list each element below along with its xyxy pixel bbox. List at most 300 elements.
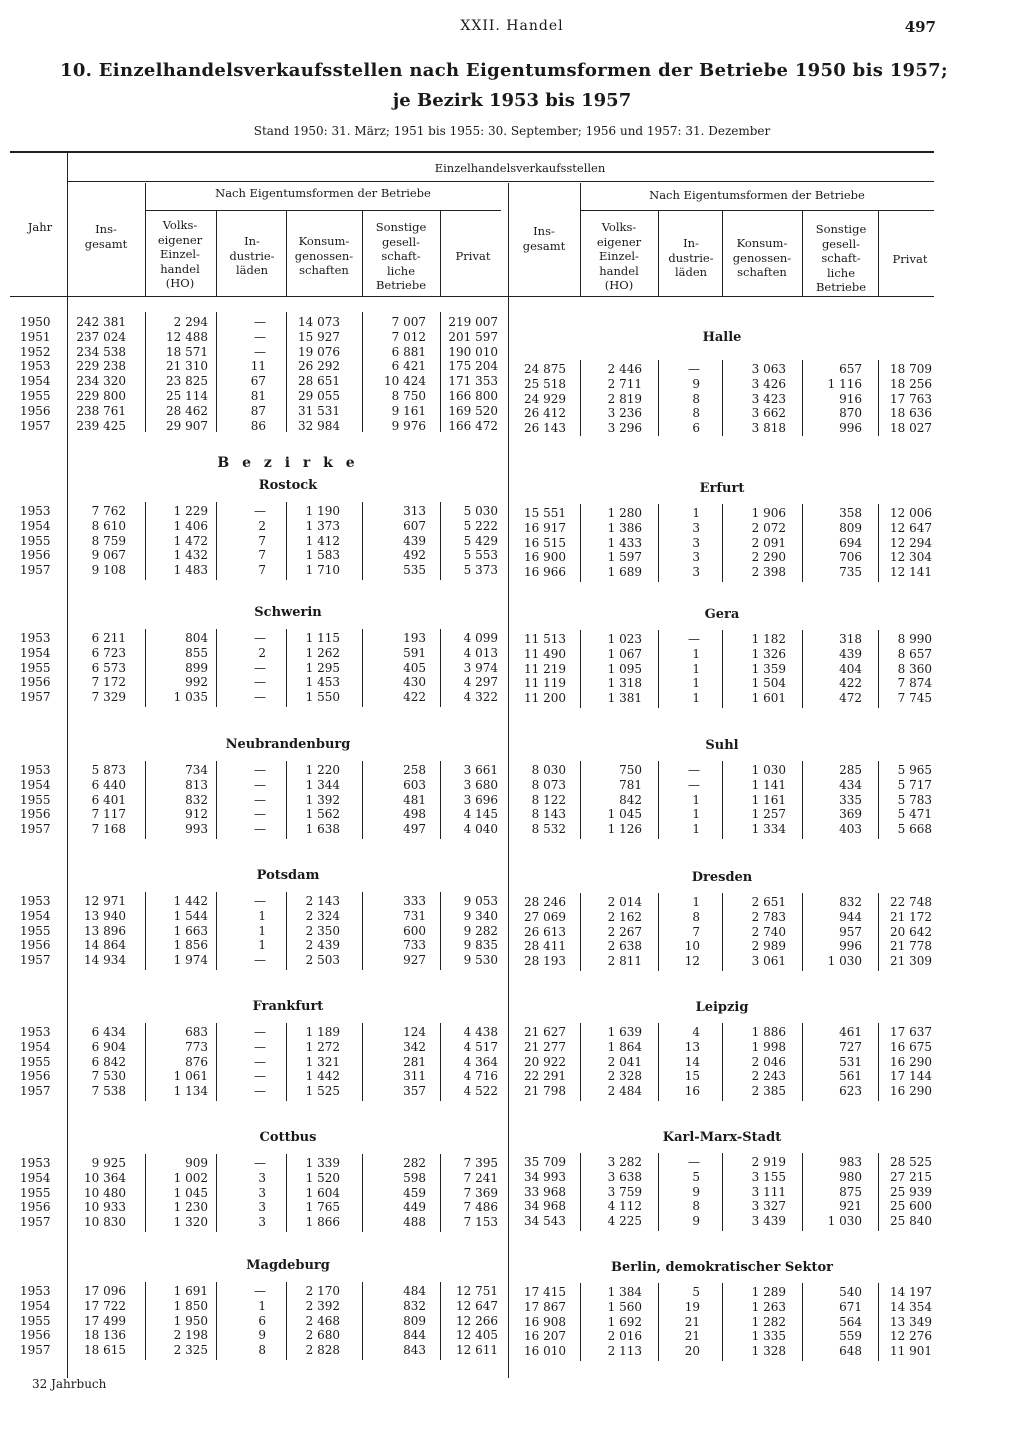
value-cell: 190 010 xyxy=(448,344,498,359)
value-cell: 1 601 xyxy=(751,691,786,706)
value-cell: 18 709 xyxy=(890,362,932,376)
value-cell: 7 012 xyxy=(391,329,426,344)
value-cell: 11 513 xyxy=(524,632,566,646)
value-cell: — xyxy=(254,777,266,792)
value-cell: 3 661 xyxy=(463,763,498,777)
value-cell: 8 xyxy=(692,1199,700,1214)
right-region-row xyxy=(0,925,1024,939)
value-cell: 1 691 xyxy=(173,1284,208,1298)
value-cell: 12 266 xyxy=(456,1313,498,1328)
right-region-row xyxy=(0,1199,1024,1213)
value-cell: 12 405 xyxy=(456,1328,498,1343)
value-cell: 10 424 xyxy=(384,374,426,389)
value-cell: 996 xyxy=(839,939,862,954)
value-cell: 28 246 xyxy=(524,895,566,909)
total-row xyxy=(0,315,1024,329)
right-region4-vline2 xyxy=(722,1023,723,1101)
year-cell: 1955 xyxy=(20,389,51,403)
halle-vline2 xyxy=(722,360,723,436)
value-cell: 311 xyxy=(403,1069,426,1084)
halle-row xyxy=(0,418,1024,436)
halle-row xyxy=(0,403,1024,421)
value-cell: 1 639 xyxy=(607,1025,642,1039)
right-region-row xyxy=(0,518,1024,535)
region-title-left: Frankfurt xyxy=(252,999,324,1014)
right-region3-vline0 xyxy=(580,893,581,971)
value-cell: 1 550 xyxy=(305,690,340,705)
value-cell: 3 111 xyxy=(751,1184,786,1199)
year-cell: 1953 xyxy=(20,1156,51,1170)
year-cell: 1954 xyxy=(20,777,51,792)
year-cell: 1950 xyxy=(20,315,51,329)
header-group-right: Nach Eigentumsformen der Betriebe xyxy=(649,188,865,202)
year-cell: 1954 xyxy=(20,908,51,923)
right-region-row xyxy=(0,1170,1024,1184)
region-title-left: Neubrandenburg xyxy=(225,737,351,752)
value-cell: 34 993 xyxy=(524,1169,566,1184)
value-cell: 1 604 xyxy=(305,1185,340,1200)
value-cell: 1 289 xyxy=(751,1285,786,1299)
header-vline-r4 xyxy=(878,210,879,296)
halle-vline0 xyxy=(580,360,581,436)
right-region-row xyxy=(0,676,1024,690)
right-region-row xyxy=(0,1315,1024,1329)
value-cell: 1 472 xyxy=(173,533,208,548)
value-cell: 20 xyxy=(684,1344,700,1359)
value-cell: 1 182 xyxy=(751,632,786,646)
value-cell: 12 294 xyxy=(890,535,932,550)
value-cell: 81 xyxy=(250,389,266,403)
value-cell: 10 830 xyxy=(84,1215,126,1230)
value-cell: 26 143 xyxy=(524,421,566,436)
value-cell: 1 432 xyxy=(173,548,208,563)
value-cell: 1 638 xyxy=(305,822,340,837)
value-cell: 17 867 xyxy=(524,1299,566,1314)
value-cell: 498 xyxy=(403,807,426,822)
value-cell: 2 041 xyxy=(607,1054,642,1069)
header-vline-l0 xyxy=(145,183,146,296)
value-cell: 813 xyxy=(185,777,208,792)
header-konsum-right: Konsum- genossen- schaften xyxy=(732,236,792,279)
region-title-right: Berlin, demokratischer Sektor xyxy=(610,1260,834,1275)
right-region2-vline4 xyxy=(878,761,879,839)
value-cell: 1 282 xyxy=(751,1314,786,1329)
year-cell: 1953 xyxy=(20,763,51,777)
value-cell: 1 856 xyxy=(173,938,208,953)
header-ho-left: Volks- eigener Einzel- handel (HO) xyxy=(157,218,203,290)
right-region3-vline4 xyxy=(878,893,879,971)
value-cell: 3 759 xyxy=(607,1184,642,1199)
right-region1-vline4 xyxy=(878,630,879,708)
value-cell: 1 453 xyxy=(305,675,340,690)
value-cell: 843 xyxy=(403,1343,426,1358)
value-cell: — xyxy=(254,329,266,344)
value-cell: 17 763 xyxy=(890,391,932,406)
value-cell: 13 896 xyxy=(84,923,126,938)
header-vline-r3 xyxy=(802,210,803,296)
value-cell: 4 716 xyxy=(463,1069,498,1084)
value-cell: — xyxy=(254,504,266,518)
value-cell: 2 091 xyxy=(751,535,786,550)
value-cell: 193 xyxy=(403,631,426,645)
value-cell: 27 069 xyxy=(524,909,566,924)
value-cell: 15 551 xyxy=(524,506,566,520)
value-cell: 12 276 xyxy=(890,1329,932,1344)
value-cell: — xyxy=(254,631,266,645)
header-vline-l2 xyxy=(286,210,287,296)
value-cell: 1 229 xyxy=(173,504,208,518)
value-cell: 1 433 xyxy=(607,535,642,550)
value-cell: 591 xyxy=(403,645,426,660)
value-cell: 6 573 xyxy=(91,660,126,675)
value-cell: 21 798 xyxy=(524,1084,566,1099)
value-cell: 12 611 xyxy=(456,1343,498,1358)
value-cell: — xyxy=(254,1039,266,1054)
value-cell: 3 xyxy=(692,535,700,550)
right-region-row xyxy=(0,662,1024,676)
year-cell: 1955 xyxy=(20,1313,51,1328)
value-cell: 4 297 xyxy=(463,675,498,690)
value-cell: 2 113 xyxy=(607,1344,642,1359)
value-cell: 1 406 xyxy=(173,518,208,533)
value-cell: 5 873 xyxy=(91,763,126,777)
year-cell: 1956 xyxy=(20,1200,51,1215)
value-cell: 10 364 xyxy=(84,1170,126,1185)
value-cell: 7 538 xyxy=(91,1084,126,1099)
value-cell: 18 027 xyxy=(890,421,932,436)
value-cell: — xyxy=(254,792,266,807)
value-cell: 484 xyxy=(403,1284,426,1298)
value-cell: 4 517 xyxy=(463,1039,498,1054)
value-cell: 1 030 xyxy=(827,1214,862,1229)
value-cell: 3 xyxy=(692,520,700,535)
value-cell: 1 230 xyxy=(173,1200,208,1215)
region-title-right: Erfurt xyxy=(699,481,745,496)
right-region5-vline4 xyxy=(878,1153,879,1231)
value-cell: 11 xyxy=(250,359,266,374)
right-region4-vline3 xyxy=(802,1023,803,1101)
value-cell: 3 426 xyxy=(751,376,786,391)
value-cell: 842 xyxy=(619,792,642,807)
value-cell: 1 116 xyxy=(827,376,862,391)
value-cell: 7 007 xyxy=(391,315,426,329)
value-cell: 3 327 xyxy=(751,1199,786,1214)
value-cell: 1 442 xyxy=(305,1069,340,1084)
right-region0-vline1 xyxy=(658,504,659,582)
value-cell: 1 067 xyxy=(607,646,642,661)
value-cell: 1 190 xyxy=(305,504,340,518)
value-cell: — xyxy=(254,315,266,329)
value-cell: 11 219 xyxy=(524,661,566,676)
value-cell: 9 xyxy=(692,1184,700,1199)
value-cell: 10 480 xyxy=(84,1185,126,1200)
value-cell: 11 200 xyxy=(524,691,566,706)
value-cell: 166 472 xyxy=(448,418,498,433)
year-cell: 1957 xyxy=(20,1343,51,1358)
right-region-row xyxy=(0,1155,1024,1169)
value-cell: 7 xyxy=(258,563,266,578)
value-cell: 623 xyxy=(839,1084,862,1099)
value-cell: 1 xyxy=(258,1298,266,1313)
value-cell: 2 711 xyxy=(607,376,642,391)
value-cell: 5 xyxy=(692,1285,700,1299)
header-rule-right-group xyxy=(580,210,934,211)
value-cell: 12 647 xyxy=(456,1298,498,1313)
value-cell: 1 381 xyxy=(607,691,642,706)
right-region2-vline1 xyxy=(658,761,659,839)
right-region-row xyxy=(0,1055,1024,1069)
value-cell: 9 282 xyxy=(463,923,498,938)
value-cell: 7 874 xyxy=(897,676,932,691)
value-cell: 481 xyxy=(403,792,426,807)
value-cell: 7 369 xyxy=(463,1185,498,1200)
header-group-left: Nach Eigentumsformen der Betriebe xyxy=(215,186,431,200)
value-cell: 16 900 xyxy=(524,550,566,565)
value-cell: 459 xyxy=(403,1185,426,1200)
header-bottom-rule xyxy=(10,296,934,297)
value-cell: 3 439 xyxy=(751,1214,786,1229)
value-cell: 1 442 xyxy=(173,894,208,908)
value-cell: 16 010 xyxy=(524,1344,566,1359)
value-cell: — xyxy=(254,690,266,705)
value-cell: 694 xyxy=(839,535,862,550)
value-cell: 7 153 xyxy=(463,1215,498,1230)
value-cell: — xyxy=(254,894,266,908)
header-industrieladen-right: In- dustrie- läden xyxy=(668,236,714,279)
value-cell: 1 520 xyxy=(305,1170,340,1185)
value-cell: 4 112 xyxy=(607,1199,642,1214)
value-cell: 6 434 xyxy=(91,1025,126,1039)
year-cell: 1954 xyxy=(20,1039,51,1054)
value-cell: 2 398 xyxy=(751,565,786,580)
value-cell: — xyxy=(254,344,266,359)
value-cell: 7 168 xyxy=(91,822,126,837)
value-cell: 26 292 xyxy=(298,359,340,374)
value-cell: 4 322 xyxy=(463,690,498,705)
value-cell: 1 318 xyxy=(607,676,642,691)
value-cell: 25 518 xyxy=(524,376,566,391)
value-cell: 540 xyxy=(839,1285,862,1299)
value-cell: 171 353 xyxy=(448,374,498,389)
right-region4-vline1 xyxy=(658,1023,659,1101)
year-cell: 1954 xyxy=(20,374,51,389)
value-cell: 7 762 xyxy=(91,504,126,518)
value-cell: 735 xyxy=(839,565,862,580)
value-cell: 3 xyxy=(258,1215,266,1230)
value-cell: 3 638 xyxy=(607,1169,642,1184)
value-cell: 3 236 xyxy=(607,406,642,421)
value-cell: 1 189 xyxy=(305,1025,340,1039)
value-cell: 403 xyxy=(839,822,862,837)
value-cell: 67 xyxy=(250,374,266,389)
region-title-left: Potsdam xyxy=(256,868,320,883)
year-cell: 1955 xyxy=(20,923,51,938)
value-cell: 1 384 xyxy=(607,1285,642,1299)
header-privat-left: Privat xyxy=(455,249,491,263)
value-cell: 1 xyxy=(692,792,700,807)
value-cell: 2 783 xyxy=(751,909,786,924)
year-cell: 1955 xyxy=(20,1054,51,1069)
value-cell: 6 881 xyxy=(391,344,426,359)
value-cell: 14 073 xyxy=(298,315,340,329)
value-cell: 11 901 xyxy=(890,1344,932,1359)
value-cell: 2 484 xyxy=(607,1084,642,1099)
value-cell: 34 543 xyxy=(524,1214,566,1229)
value-cell: 2 243 xyxy=(751,1069,786,1084)
value-cell: 4 145 xyxy=(463,807,498,822)
value-cell: 2 xyxy=(258,518,266,533)
value-cell: 1 035 xyxy=(173,690,208,705)
value-cell: 2 162 xyxy=(607,909,642,924)
region-title-left: Rostock xyxy=(258,478,318,493)
right-region1-vline1 xyxy=(658,630,659,708)
value-cell: 13 xyxy=(684,1039,700,1054)
value-cell: 1 392 xyxy=(305,792,340,807)
right-region1-vline0 xyxy=(580,630,581,708)
value-cell: 9 108 xyxy=(91,563,126,578)
value-cell: 8 xyxy=(692,391,700,406)
value-cell: 1 xyxy=(692,661,700,676)
value-cell: 26 412 xyxy=(524,406,566,421)
value-cell: 335 xyxy=(839,792,862,807)
value-cell: 14 864 xyxy=(84,938,126,953)
year-cell: 1956 xyxy=(20,403,51,418)
value-cell: 497 xyxy=(403,822,426,837)
value-cell: 2 016 xyxy=(607,1329,642,1344)
value-cell: 18 256 xyxy=(890,376,932,391)
value-cell: 1 906 xyxy=(751,506,786,520)
value-cell: 405 xyxy=(403,660,426,675)
value-cell: 3 xyxy=(692,565,700,580)
value-cell: 1 386 xyxy=(607,520,642,535)
region-title-left: Magdeburg xyxy=(246,1258,330,1273)
value-cell: 706 xyxy=(839,550,862,565)
value-cell: 1 560 xyxy=(607,1299,642,1314)
halle-row xyxy=(0,392,1024,406)
value-cell: 2 324 xyxy=(305,908,340,923)
value-cell: 1 765 xyxy=(305,1200,340,1215)
value-cell: 916 xyxy=(839,391,862,406)
right-region0-vline0 xyxy=(580,504,581,582)
value-cell: 773 xyxy=(185,1039,208,1054)
value-cell: 899 xyxy=(185,660,208,675)
value-cell: 24 875 xyxy=(524,362,566,376)
right-region-row xyxy=(0,910,1024,924)
value-cell: 29 907 xyxy=(166,418,208,433)
year-cell: 1953 xyxy=(20,1025,51,1039)
value-cell: 1 xyxy=(258,908,266,923)
header-rule-left-group xyxy=(145,210,501,211)
value-cell: 201 597 xyxy=(448,329,498,344)
value-cell: 7 395 xyxy=(463,1156,498,1170)
value-cell: 2 392 xyxy=(305,1298,340,1313)
value-cell: 1 866 xyxy=(305,1215,340,1230)
value-cell: 2 xyxy=(258,645,266,660)
value-cell: 1 030 xyxy=(751,763,786,777)
value-cell: 832 xyxy=(403,1298,426,1313)
right-region6-vline2 xyxy=(722,1283,723,1361)
value-cell: 4 099 xyxy=(463,631,498,645)
value-cell: 488 xyxy=(403,1215,426,1230)
right-region-row xyxy=(0,895,1024,909)
header-vline-l4 xyxy=(440,210,441,296)
value-cell: 648 xyxy=(839,1344,862,1359)
value-cell: 31 531 xyxy=(298,403,340,418)
value-cell: 20 642 xyxy=(890,924,932,939)
value-cell: 16 908 xyxy=(524,1314,566,1329)
value-cell: 1 045 xyxy=(173,1185,208,1200)
value-cell: 27 215 xyxy=(890,1169,932,1184)
value-cell: 28 411 xyxy=(524,939,566,954)
value-cell: — xyxy=(254,1084,266,1099)
region-title-right: Leipzig xyxy=(695,1000,749,1015)
value-cell: 238 761 xyxy=(76,403,126,418)
right-region4-vline4 xyxy=(878,1023,879,1101)
footer: 32 Jahrbuch xyxy=(32,1377,107,1391)
value-cell: 727 xyxy=(839,1039,862,1054)
value-cell: 671 xyxy=(839,1299,862,1314)
header-konsum-left: Konsum- genossen- schaften xyxy=(294,234,354,277)
running-head: XXII. Handel xyxy=(460,18,564,34)
value-cell: 17 499 xyxy=(84,1313,126,1328)
value-cell: 2 439 xyxy=(305,938,340,953)
value-cell: 1 161 xyxy=(751,792,786,807)
right-region0-vline3 xyxy=(802,504,803,582)
value-cell: 8 759 xyxy=(91,533,126,548)
right-region0-vline4 xyxy=(878,504,879,582)
value-cell: 1 483 xyxy=(173,563,208,578)
value-cell: 1 030 xyxy=(827,954,862,969)
value-cell: 983 xyxy=(839,1155,862,1169)
value-cell: 16 207 xyxy=(524,1329,566,1344)
value-cell: 6 xyxy=(258,1313,266,1328)
year-cell: 1956 xyxy=(20,1069,51,1084)
value-cell: 2 328 xyxy=(607,1069,642,1084)
table-title: 10. Einzelhandelsverkaufsstellen nach Eigentumsformen der Betriebe 1950 bis 1957; xyxy=(60,60,948,81)
value-cell: 603 xyxy=(403,777,426,792)
value-cell: 1 525 xyxy=(305,1084,340,1099)
value-cell: 24 929 xyxy=(524,391,566,406)
value-cell: 439 xyxy=(403,533,426,548)
value-cell: 15 927 xyxy=(298,329,340,344)
region-title-left: Schwerin xyxy=(254,605,322,620)
header-vline-r2 xyxy=(722,210,723,296)
value-cell: 2 740 xyxy=(751,924,786,939)
right-region6-vline4 xyxy=(878,1283,879,1361)
value-cell: 2 468 xyxy=(305,1313,340,1328)
value-cell: 17 144 xyxy=(890,1069,932,1084)
value-cell: 1 998 xyxy=(751,1039,786,1054)
value-cell: 921 xyxy=(839,1199,862,1214)
value-cell: 358 xyxy=(839,506,862,520)
value-cell: 8 xyxy=(692,909,700,924)
value-cell: 6 842 xyxy=(91,1054,126,1069)
value-cell: — xyxy=(254,1025,266,1039)
value-cell: 1 262 xyxy=(305,645,340,660)
value-cell: 25 840 xyxy=(890,1214,932,1229)
value-cell: 8 xyxy=(692,406,700,421)
value-cell: 2 811 xyxy=(607,954,642,969)
value-cell: 2 919 xyxy=(751,1155,786,1169)
value-cell: 7 486 xyxy=(463,1200,498,1215)
value-cell: 7 xyxy=(692,924,700,939)
value-cell: 8 360 xyxy=(897,661,932,676)
value-cell: 607 xyxy=(403,518,426,533)
value-cell: 16 290 xyxy=(890,1084,932,1099)
value-cell: 3 296 xyxy=(607,421,642,436)
value-cell: 1 xyxy=(692,506,700,520)
value-cell: 2 446 xyxy=(607,362,642,376)
